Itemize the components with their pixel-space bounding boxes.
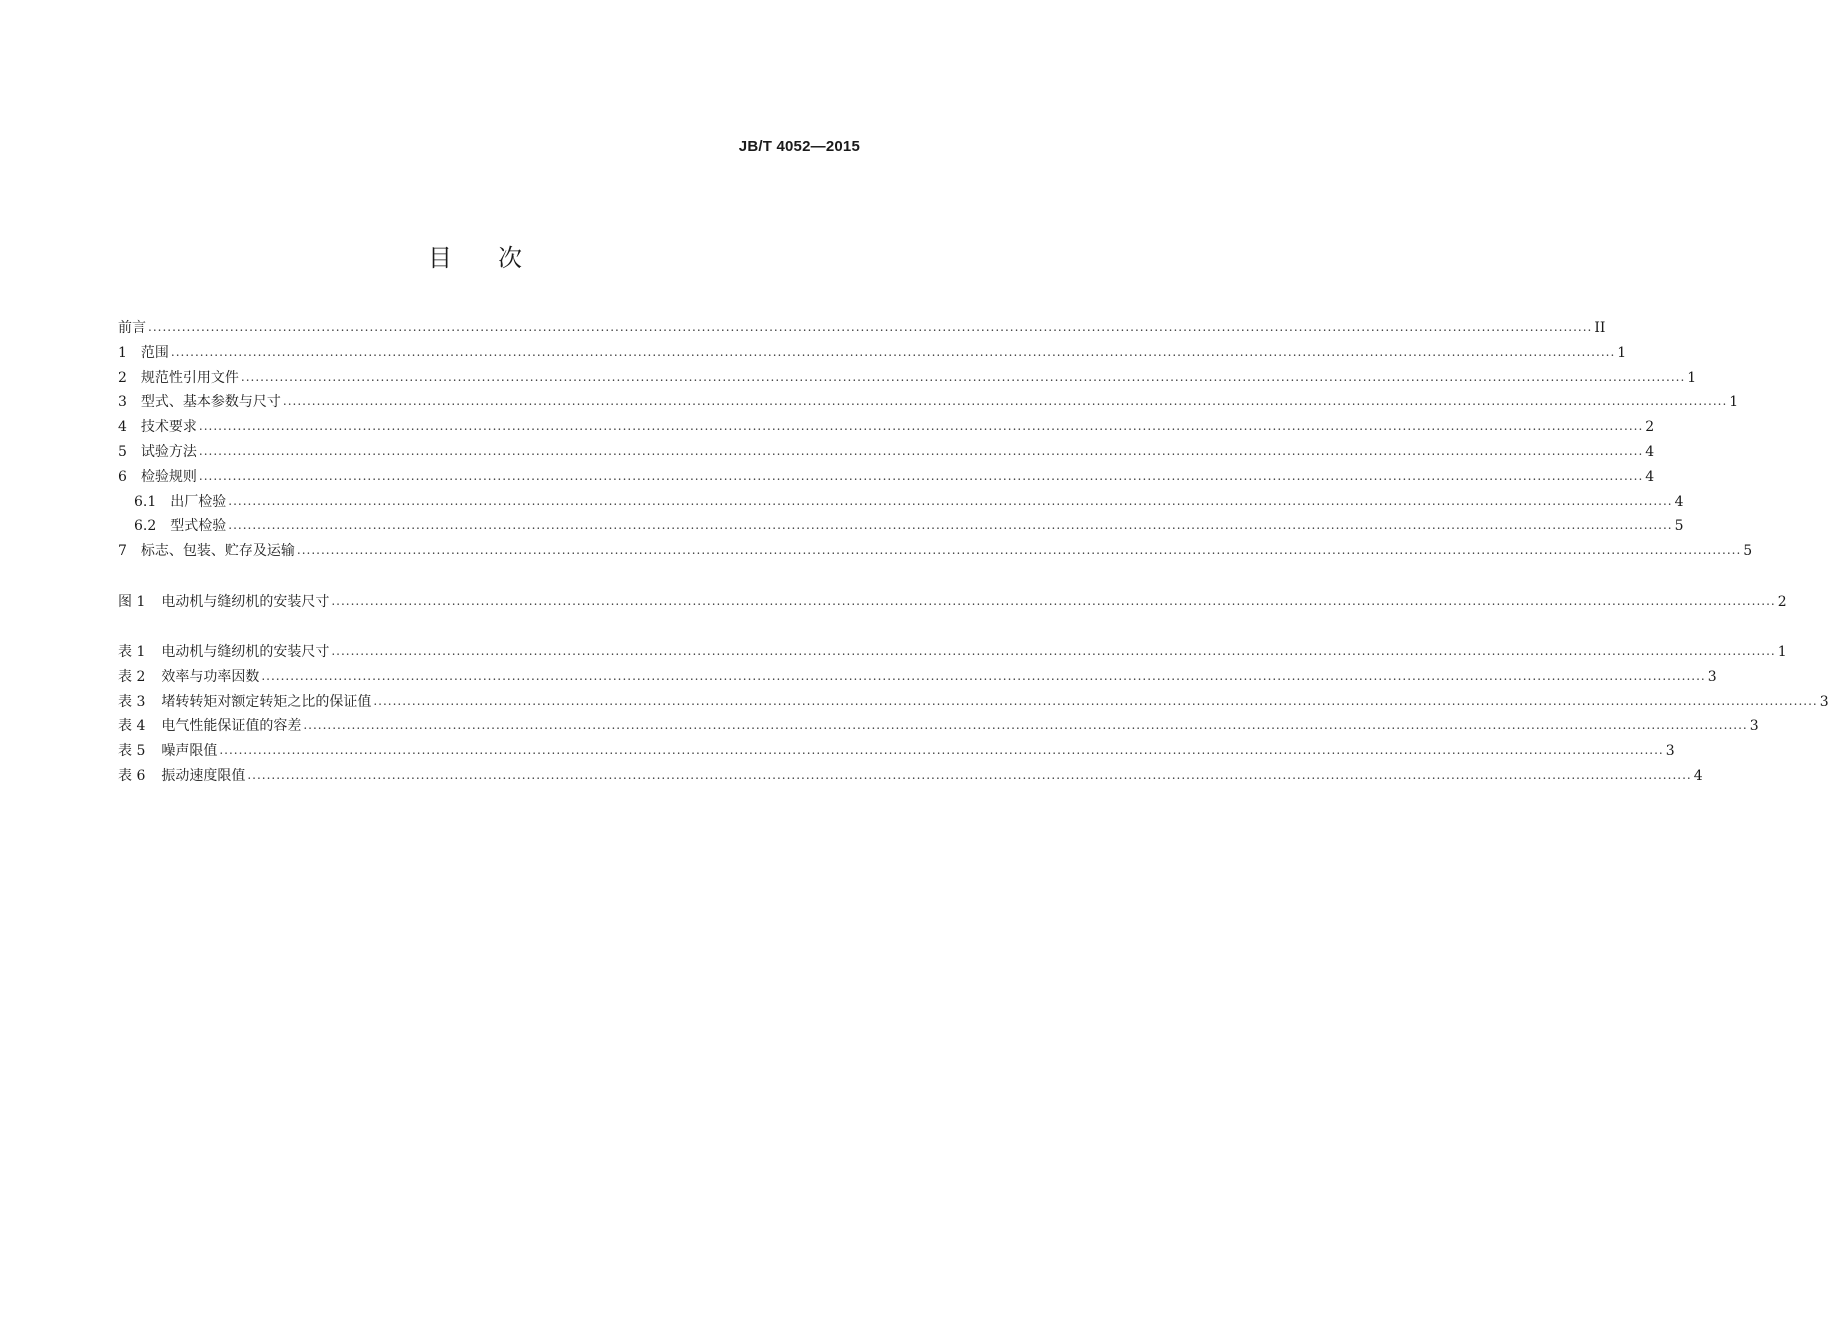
toc-entry-label: 噪声限值 [161, 743, 218, 760]
toc-entry-page: 1 [1777, 644, 1787, 660]
page-title: 目次 [428, 244, 568, 272]
toc-entry-page: II [1594, 320, 1606, 336]
toc-entry[interactable] [118, 665, 1717, 690]
toc-dot-leader: ............................................................................................................................................................................................................................................................................................................ [261, 668, 1706, 683]
toc-sections [118, 316, 1753, 564]
toc-dot-leader: ............................................................................................................................................................................................................................................................................................................ [282, 394, 1728, 409]
toc-entry-page: 2 [1777, 594, 1787, 610]
toc-entry-label: 标志、包装、贮存及运输 [140, 543, 295, 560]
toc-dot-leader: ............................................................................................................................................................................................................................................................................................................ [331, 594, 1776, 608]
toc-entry-number: 7 [118, 543, 127, 560]
toc-tables [118, 640, 1829, 789]
toc-entry-number: 6 [118, 468, 127, 485]
toc-entry-number: 表 1 [118, 644, 146, 660]
toc-entry[interactable] [118, 539, 1753, 564]
toc-entry-label: 前言 [118, 320, 146, 336]
toc-entry[interactable] [118, 415, 1655, 440]
toc-entry-label: 堵转转矩对额定转矩之比的保证值 [161, 693, 372, 710]
toc-dot-leader: ............................................................................................................................................................................................................................................................................................................ [228, 493, 1673, 508]
toc-entry-number: 1 [118, 344, 127, 361]
toc-entry-label: 电动机与缝纫机的安装尺寸 [161, 594, 330, 610]
toc-entry-page: 2 [1645, 419, 1655, 436]
toc-entry[interactable] [118, 514, 1684, 539]
toc-entry-label: 型式检验 [170, 518, 227, 535]
toc-entry-label: 技术要求 [140, 419, 197, 436]
document-code: JB/T 4052—2015 [738, 138, 860, 155]
toc-entry[interactable] [118, 440, 1655, 465]
toc-dot-leader: ............................................................................................................................................................................................................................................................................................................ [296, 543, 1742, 558]
toc-entry-page: 1 [1617, 344, 1627, 361]
toc-entry-label: 电动机与缝纫机的安装尺寸 [161, 644, 330, 660]
toc-entry-number: 5 [118, 443, 127, 460]
toc-entry-page: 3 [1749, 718, 1759, 735]
toc-entry-page: 4 [1693, 767, 1703, 784]
toc-entry[interactable] [118, 690, 1829, 715]
toc-entry-number: 表 3 [118, 693, 146, 710]
toc-entry-page: 4 [1674, 493, 1684, 510]
toc-entry-label: 电气性能保证值的容差 [161, 718, 302, 735]
toc-entry[interactable] [118, 316, 1606, 341]
toc-dot-leader: ............................................................................................................................................................................................................................................................................................................ [240, 369, 1686, 384]
toc-entry-number: 2 [118, 369, 127, 386]
toc-figures [118, 590, 1787, 615]
toc-entry-label: 检验规则 [140, 468, 197, 485]
toc-entry-page: 4 [1645, 468, 1655, 485]
toc-entry[interactable] [118, 465, 1655, 490]
toc-dot-leader: ............................................................................................................................................................................................................................................................................................................ [228, 518, 1673, 533]
toc-dot-leader: ............................................................................................................................................................................................................................................................................................................ [170, 344, 1616, 359]
toc-entry-number: 表 2 [118, 668, 146, 685]
toc-dot-leader: ............................................................................................................................................................................................................................................................................................................ [148, 320, 1593, 334]
toc-entry-page: 1 [1687, 369, 1697, 386]
toc-entry-number: 表 5 [118, 743, 146, 760]
toc-entry[interactable] [118, 714, 1759, 739]
toc-entry-page: 1 [1729, 394, 1739, 411]
toc-entry-page: 3 [1665, 743, 1675, 760]
toc-entry-label: 型式、基本参数与尺寸 [140, 394, 281, 411]
toc-entry-page: 5 [1674, 518, 1684, 535]
toc-dot-leader: ............................................................................................................................................................................................................................................................................................................ [198, 468, 1644, 483]
toc-entry-page: 5 [1743, 543, 1753, 560]
toc-dot-leader: ............................................................................................................................................................................................................................................................................................................ [331, 644, 1776, 658]
toc-entry-label: 范围 [140, 344, 169, 361]
toc-entry-number: 表 4 [118, 718, 146, 735]
toc-entry-page: 3 [1707, 668, 1717, 685]
toc-entry[interactable] [118, 764, 1703, 789]
toc-dot-leader: ............................................................................................................................................................................................................................................................................................................ [198, 443, 1644, 458]
toc-entry-number: 6.2 [134, 518, 157, 535]
toc-entry[interactable] [118, 490, 1684, 515]
toc-dot-leader: ............................................................................................................................................................................................................................................................................................................ [198, 419, 1644, 434]
toc-entry[interactable] [118, 390, 1739, 415]
toc-entry-number: 表 6 [118, 767, 146, 784]
toc-entry[interactable] [118, 739, 1675, 764]
toc-entry-number: 4 [118, 419, 127, 436]
toc-entry-label: 规范性引用文件 [140, 369, 239, 386]
toc-entry[interactable] [118, 366, 1697, 391]
toc-entry-label: 试验方法 [140, 443, 197, 460]
toc-entry-page: 4 [1645, 443, 1655, 460]
toc-entry-page: 3 [1819, 693, 1829, 710]
toc-entry-label: 效率与功率因数 [161, 668, 260, 685]
toc-entry[interactable] [118, 640, 1787, 665]
toc-entry-number: 6.1 [134, 493, 157, 510]
toc-dot-leader: ............................................................................................................................................................................................................................................................................................................ [219, 743, 1664, 758]
toc-dot-leader: ............................................................................................................................................................................................................................................................................................................ [247, 767, 1692, 782]
toc-entry-number: 3 [118, 394, 127, 411]
toc-entry-label: 振动速度限值 [161, 767, 246, 784]
toc-entry[interactable] [118, 590, 1787, 615]
toc-entry-label: 出厂检验 [170, 493, 227, 510]
toc-entry-number: 图 1 [118, 594, 146, 610]
toc-dot-leader: ............................................................................................................................................................................................................................................................................................................ [303, 718, 1748, 733]
toc-entry[interactable] [118, 341, 1627, 366]
toc-dot-leader: ............................................................................................................................................................................................................................................................................................................ [373, 693, 1818, 708]
